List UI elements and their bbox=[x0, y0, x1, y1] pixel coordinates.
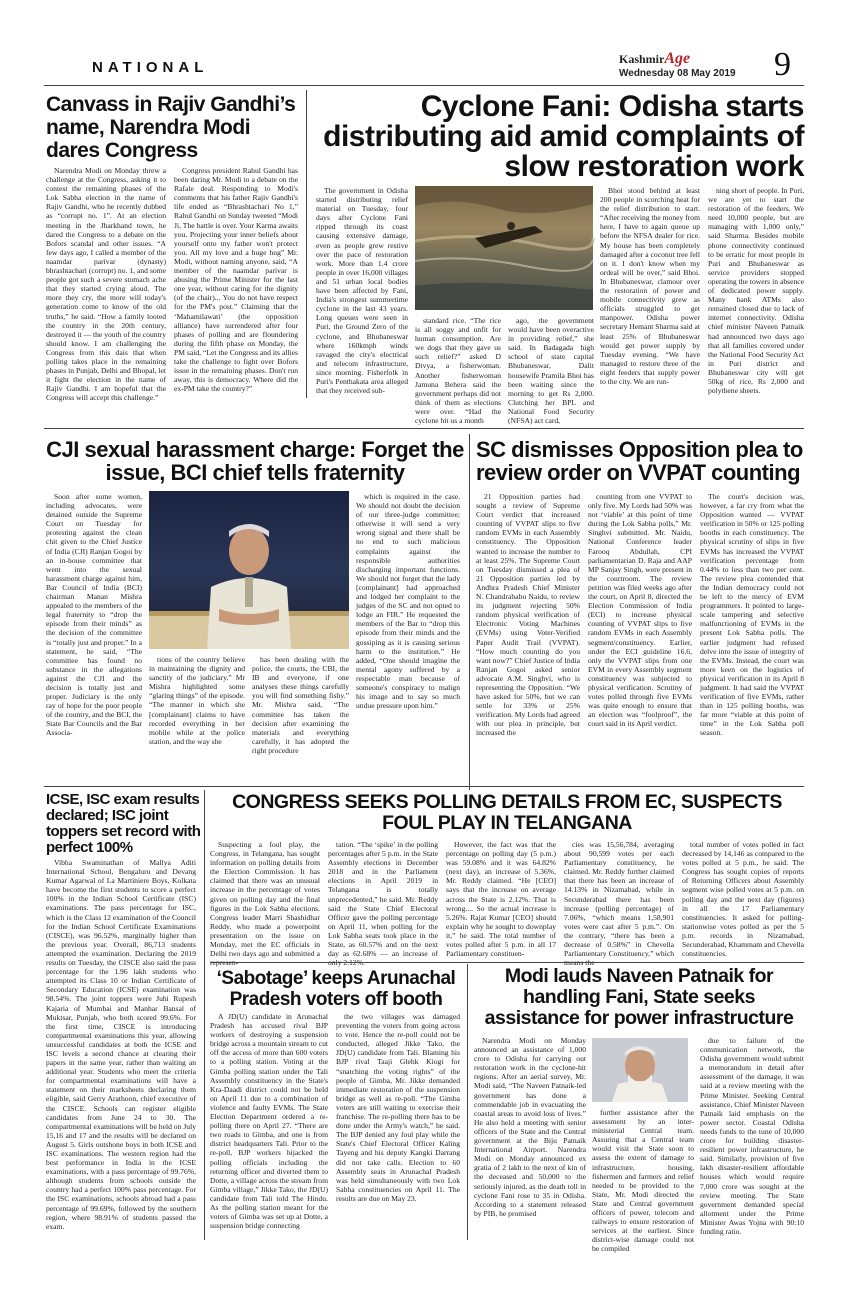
story-body-fani-col3 bbox=[508, 316, 594, 426]
issue-date: Wednesday 08 May 2019 bbox=[619, 68, 736, 79]
story-body-telangana-col3 bbox=[446, 840, 556, 960]
paragraph: Bhoi stood behind at least 200 people in scorching heat for the relief distribution to start. “After receiving the money from here, I have to again queue up before the NFSA dealer for rice. My house has been completely damaged after a coconut tree fell on it. I don't know when my ordeal will be over,” said Bhoi. In Bhubaneswar, clamour over the restoration of power and mobile connectivity grew as officials struggled to get manpower. Odisha power secretary Hemant Sharma said at least 25% of Bhubaneswar would get power supply by Tuesday evening. “We have managed to restore three of the eight feeders that supply power to the city. We are run- bbox=[600, 186, 700, 386]
section-rule bbox=[210, 962, 804, 963]
photo-art bbox=[592, 1038, 688, 1102]
paragraph: However, the fact was that the percentage on polling day (5 p.m.) was 59.08% and it was 64.82% (next day), an increase of 5.36%, Mr. Reddy claimed. “He [CEO] says that the increase on average across the State is 2.12%. That is wrong.... So the actual increase is 5.26%. Rajat Kumar [CEO] should explain why he sought to downplay it,” he said. The total number of votes polled after 5 p.m. in all 17 Parliamentary constituen- bbox=[446, 840, 556, 959]
story-headline-modi-patnaik: Modi lauds Naveen Patnaik for handling Fani, State seeks assistance for power infrastructure bbox=[484, 965, 794, 1029]
paragraph: standard rice. “The rice is all soggy and unfit for human consumption. Are we dogs that they gave us such relief?” asked D Divya, a fisherwoman. Another fisherwoman Jamuna Behera said the government perhaps did not think of them as elections were over. “Had the cyclone hit us a month bbox=[415, 316, 501, 426]
story-body-modi-col1 bbox=[474, 1036, 586, 1240]
paragraph: Soon after some women, including advocates, were detained outside the Supreme Court on Tuesday for protesting against the clean chit given to the Chief Justice of India (CJI) Ranjan Gogoi by an in-house committee that went into the sexual harassment charge against him, Bar Council of India (BCI) chairman Manan Mishra appealed to the members of the legal fraternity to “drop the episode from their minds” as the decision of the committee is “totally just and proper.” In a statement, he said, “The committee has found no substance in the allegations against the CJI and the decision is totally just and proper. Judiciary is the only ray of hope for the poor people of the country, and the BCI, the State Bar Councils and the Bar Associa- bbox=[46, 492, 142, 738]
story-body-modi-col2 bbox=[592, 1108, 694, 1254]
story-body-vvpat-col1 bbox=[476, 492, 580, 790]
paragraph: tation. “The ‘spike’ in the polling percentages after 5 p.m. in the State Assembly elections in December 2018 and in the Parliament elections in April 2019 in Telangana is totally unprecedented,” he said. Mr. Reddy said the State Chief Electoral Officer gave the polling percentage on April 11, when polling for the Lok Sabha seats took place in the State, as 60.57% and on the next day as 62.68% — an increase of bbox=[328, 840, 438, 959]
story-headline-rajiv: Canvass in Rajiv Gandhi’s name, Narendra Modi dares Congress bbox=[46, 93, 296, 162]
story-headline-cji: CJI sexual harassment charge: Forget the issue, BCI chief tells fraternity bbox=[46, 437, 464, 485]
column-divider bbox=[467, 964, 468, 1240]
paragraph: due to failure of the communication network, the Odisha government would submit a memorandum in detail after assessment of the damage, it was said at a review meeting with the Prime Minister. Seeking Central assistance, Chief Minister Naveen Patnaik laid emphasis on the power sector. Coastal Odisha needs funds to the tune of 10,000 crore for building disaster-resilient power infrastructure, he said. Similarly, provision of five lakh disaster-resilient affordable houses which would require 7,000 crore was sought at the review meeting. The State government demanded special allotment under the Prime Minister Awas Yojna with 90:10 funding ratio. bbox=[700, 1036, 804, 1236]
paragraph: Narendra Modi on Monday announced an assistance of 1,000 crore to Odisha for carrying out restoration work in the cyclone-hit regions. After an aerial survey, Mr. Modi said, “The Naveen Patnaik-led government has done a commendable job in evacuating the coastal areas to avoid loss of lives.” He also held a meeting with senior officers of the State and the Central government at the Biju Patnaik International Airport. Narendra Modi on Monday announced ex gratia of 2 lakh to the next of kin of the deceased and 50,000 to the seriously injured, as the death toll in cyclone Fani rose to 35 in Odisha. According to a statement released by PIB, he promised bbox=[474, 1036, 586, 1218]
paragraph: ning short of people. In Puri, we are yet to start the restoration of the feeders. We need 10,000 people, but are managing with 1,000 only,” said Sharma. Besides mobile phone connectivity continued to be erratic for most people in Puri and Bhubaneswar as service providers stopped operating the towers in absence of dedicated power supply. Many bank ATMs also remained closed due to lack of internet connectivity. Odisha chief minister Naveen Patnaik had announced two days ago that all families covered under the National Food Security Act in Puri district and Bhubaneswar city will get 50kg of rice, Rs 2,000 and polythene sheets. bbox=[708, 186, 804, 396]
story-body-rajiv-col1 bbox=[46, 166, 166, 403]
brand-suffix: Age bbox=[664, 50, 691, 67]
story-body-cji-col2 bbox=[149, 655, 245, 790]
paragraph: tions of the country believe in maintaining the dignity and sanctity of the judiciary.” Mr Mishra highlighted some “glaring things” of the episode. “The manner in which she [complainant] claims to have recorded everything in her mobile while at the police station, and the way she bbox=[149, 655, 245, 746]
paragraph: ago, the government would have been overactive in providing relief,” she said. In Badagada high school of state capital Bhubaneswar, Dalit housewife Pramila Bhoi has been waiting since the morning to get Rs 2,000. Clutching her BPL and National Food Security (NFSA) act card, bbox=[508, 316, 594, 426]
story-body-cji-col3 bbox=[252, 655, 349, 790]
paragraph: cies was 15,56,784, averaging about 90,599 votes per each Parliamentary constituency, he claimed. Mr. Reddy further claimed that there has been an increase of 14.13% in Nizamabad, while in Secunderabad there has been increase (polling percentage) of 7.06%, “which means 1,58,901 votes were cast after 5 p.m.”. On the contrary, “there has been a decrease of 0.58%” in Chevella Parliamentary Constituency,” which bbox=[564, 840, 674, 959]
masthead-logo bbox=[619, 50, 690, 68]
story-body-icse bbox=[46, 858, 196, 1238]
photo-art bbox=[149, 491, 349, 649]
ranjan-gogoi-photo bbox=[149, 491, 349, 649]
story-body-vvpat-col3 bbox=[700, 492, 804, 790]
paragraph: which is required in the case. We should not doubt the decision of our three-judge committee; otherwise it will send a very wrong signal and there shall be no end to such malicious complaints against the responsible authorities discharging important functions. We should not forget that the lady [complainant] had approached and lodged her complaint to the judges of the SC and not opted to lodge an FIR.” He requested the members of the Bar to “drop this episode from their minds and the gossiping as it is causing serious harm to the institution.” He added, “One should imagine the mental agony suffered by a respectable man because of someone's conspiracy to malign his image and to say so much undue pressure upon him.” bbox=[356, 492, 460, 711]
cyclone-boat-photo bbox=[415, 186, 593, 310]
page-number: 9 bbox=[774, 46, 791, 83]
paragraph: 21 Opposition parties had sought a review of Supreme Court verdict that increased counting of VVPAT slips to five random EVMs in each Assembly constituency. The Opposition wanted to increase the number to at least 25%. The Supreme Court on Tuesday dismissed a plea of 21 Opposition parties led by Andhra Pradesh Chief Minister N. Chandrababu Naidu, to review its judgment rejecting 50% random physical verification of Electronic Voting Machines (EVMs) using Voter-Verified Paper Audit Trail (VVPAT). “How much counting do you want now?” Chief Justice of India Ranjan Gogoi asked senior advocate A.M. Singhvi, who is representing the Opposition. “We have asked for 50%, but we can settle for 33% or 25% verification. My Lords had agreed with our plea in principle, but increased the bbox=[476, 492, 580, 738]
brand-prefix: Kashmir bbox=[619, 52, 665, 66]
section-rule bbox=[44, 428, 804, 429]
story-body-vvpat-col2 bbox=[588, 492, 692, 790]
story-body-arunachal-col1 bbox=[210, 1012, 328, 1240]
story-body-telangana-col5 bbox=[682, 840, 804, 960]
story-body-cji-col1 bbox=[46, 492, 142, 790]
paragraph: counting from one VVPAT to only five. My Lords had 50% was not ‘viable’ at this point of time during the Lok Sabha polls,” Mr. Singhvi submitted. Mr. Naidu, National Conference leader Farooq Abdullah, CPI parliamentarian D. Raja and AAP MP Sanjay Singh, were present in the courtroom. The review petition was filed weeks ago after the court, on April 8, directed the Election Commission of India (ECI) to increase physical counting of VVPAT slips to five random EVMs in each Assembly segment/constituency. Earlier, under the ECI guideline 16.6, only the VVPAT slips from one EVM in every Assembly segment constituency was subjected to physical verification. Scrutiny of votes polled through five EVMs was quite enough to ensure that an election was “foolproof”, the court said in its April verdict. bbox=[588, 492, 692, 729]
paragraph: Narendra Modi on Monday threw a challenge at the Congress, asking it to contest the remaining phases of the Lok Sabha election in the name of Rajiv Gandhi, who he recently dubbed as “corrupt no. 1”. At an election meeting in the Jharkhand town, he dared the Congress to a debate on the Bofors scandal and other issues. “A few days ago, I called a member of the naamdar parivar (dynasty) bhrashtachari (corrupt) no. 1, and some people got such a severe stomach ache that they started crying aloud. The more they cry, the more will today's generation come to know of the old truths,” he said. “How a family looted the country in the 20th century, destroyed it — the youth of the country should know. I am challenging the Congress from this dais that when polling takes place in the remaining phases in Punjab, Delhi and Bhopal, let it fight the election in the name of Rajiv Gandhi. I am hopeful that the Congress will accept this challenge.” bbox=[46, 166, 166, 403]
story-body-arunachal-col2 bbox=[336, 1012, 460, 1240]
paragraph: total number of votes polled in fact decreased by 14,146 as compared to the votes polled at 5 p.m., he said. The Congress has sought copies of reports of Returning Officers about Assembly segment wise polled votes at 5 p.m. on polling day and the next day (figures) in all the 17 Parliamentary constituencies. It asked for polling-stationwise votes polled as per the 5 p.m. records in Nizamabad, Secunderabad, Khammam and Chevella constituencies. bbox=[682, 840, 804, 959]
story-body-modi-col3 bbox=[700, 1036, 804, 1240]
story-body-telangana-col4 bbox=[564, 840, 674, 960]
story-body-telangana-col2 bbox=[328, 840, 438, 960]
column-divider bbox=[306, 90, 307, 398]
story-headline-telangana: CONGRESS SEEKS POLLING DETAILS FROM EC, SUSPECTS FOUL PLAY IN TELANGANA bbox=[232, 791, 782, 834]
paragraph: The court's decision was, however, a far cry from what the Opposition wanted — VVPAT verification in 50% or 125 polling booths in each constituency. The physical scrutiny of slips in five EVMs has increased the VVPAT verification percentage from 0.44% to less than two per cent. The review plea contended that the Indian democracy could not be left to the mercy of EVM programmers. It pointed to large-scale tampering and selective malfunctioning of EVMs in the present Lok Sabha polls. The earlier judgment had refused delve into the issue of integrity of the EVMs. Instead, the court was more keen on the logistics of physical verification in its April 8 judgment. It had said the VVPAT verification of five EVMs, rather than in 125 polling booths, was far more “viable at this point of time” in the Lok Sabha poll season. bbox=[700, 492, 804, 738]
paragraph: has been dealing with the police, the courts, the CBI, the IB and everyone, if one analyses these things carefully you will find something fishy.” Mr. Mishra said, “The committee has taken the decision after examining the materials and everything carefully, it has adopted the right procedure bbox=[252, 655, 349, 755]
paragraph: The government in Odisha started distributing relief material on Tuesday, four days after Cyclone Fani ripped through its coast causing extensive damage, even as people grew restive over the pace of restoration work. More than 1.4 crore people in over 16,000 villages and 51 urban local bodies have been affected by Fani, India's strongest summertime cyclone in the last 43 years. Long queues were seen in Puri, the Ground Zero of the cyclone, and Bhubaneswar where 160kmph winds ravaged the city's electrical and telecom infrastructure, since morning. Fisherfolk in Puri's Penthakata area alleged that they received sub- bbox=[316, 186, 408, 396]
story-body-telangana-col1 bbox=[210, 840, 320, 960]
column-divider bbox=[204, 790, 205, 1240]
paragraph: Suspecting a foul play, the Congress, in Telangana, has sought information on polling details from the Election Commission. It has claimed that there was an unusual increase in the percentage of votes given on polling day and the final figures in the Lok Sabha elections. Congress leader Marri Shashidhar Reddy, who made a powerpoint presentation on the issue on Monday, met the EC officials in Delhi two days ago and submitted a bbox=[210, 840, 320, 959]
modi-photo bbox=[592, 1038, 688, 1102]
story-headline-arunachal: ‘Sabotage’ keeps Arunachal Pradesh voters off booth bbox=[216, 968, 456, 1010]
story-body-fani-col5 bbox=[708, 186, 804, 394]
column-divider bbox=[469, 434, 470, 790]
paragraph: A JD(U) candidate in Arunachal Pradesh has accused rival BJP workers of destroying a suspension bridge across a mountain stream to cut off the access of more than 600 voters to a polling station. Voting at the Gimba polling station under the Tali Assembly constituency in the State's Kra-Daadi district could not be held on April 11 due to a combination of violence and faulty EVMs. The State Election Department ordered a re-polling there on April 27. “There are two roads to Gimba, and one is from district headquarters Tali. Prior to the re-poll, BJP workers hijacked the polling officials including the returning officer and diverted them to Dotte, a village across the stream from Gimba village,” Jikke Tako, the JD(U) candidate from Tali told The Hindu. As the polling station meant for the voters of Gimba was set up at Dotte, a suspension bridge connecting bbox=[210, 1012, 328, 1231]
header-rule bbox=[44, 85, 804, 86]
paragraph: Congress president Rahul Gandhi has been daring Mr. Modi to a debate on the Rafale deal. Responding to Modi's comments that his father Rajiv Gandhi's life ended as “Bhrashtachari No 1,” Rahul Gandhi on Sunday tweeted “Modi Ji, The battle is over. Your Karma awaits you. Projecting your inner beliefs about yourself onto my father won't protect you. All my love and a huge hug” Mr. Modi, without naming anyone, said, “A member of the naamdar parivar is abusing the Prime Minister for the last one year, without caring for the dignity (of the chair)... You do not have respect for the PM's post.” Claiming that the ‘Mahamilawati’ (the opposition alliance) have surrendered after four phases of polling and are floundering during the fifth phase on Monday, the PM said, “Let the Congress and its allies take the challenge to fight over Bofors issue in the remaining phases. Don't run away, this is democracy. Where did the ex-PM take the country?” bbox=[174, 166, 298, 394]
story-headline-icse: ICSE, ISC exam results declared; ISC joint toppers set record with perfect 100% bbox=[46, 791, 201, 856]
paragraph: the two villages was damaged preventing the voters from going across to vote. Hence the re-poll could not be conducted, alleged Jikke Tako, the JD(U) candidate from Tali. Blaming his BJP rival Taaji Glehk Kiogi for “snatching the voting rights” of the people of Gimba, Mr. Jikke demanded immediate restoration of the suspension bridge as well as re-poll. “The Gimba voters are still waiting to exercise their franchise. The re-polling there has to be done under the Army's watch,” he said. The BJP denied any foul play while the State's Chief Electoral Officer Kaling Tayeng and his deputy Kangki Darrang did not take calls. Election to 60 Assembly seats in Arunachal Pradesh was held simultaneously with two Lok Sabha constituencies on April 11. The results are due on May 23. bbox=[336, 1012, 460, 1203]
story-body-cji-col4 bbox=[356, 492, 460, 790]
story-body-fani-col2 bbox=[415, 316, 501, 426]
photo-art bbox=[415, 186, 593, 310]
story-body-rajiv-col2 bbox=[174, 166, 298, 394]
story-headline-vvpat: SC dismisses Opposition plea to review order on VVPAT counting bbox=[476, 437, 803, 485]
section-title: NATIONAL bbox=[92, 59, 209, 76]
paragraph: Vibha Swaminathan of Mallya Aditi International School, Bengaluru and Devang Kumar Agarwal of La Martiniere Boys, Kolkata have become the first students to score a perfect 100% in the Indian School Certificate (ISC) examinations. The pass percentage for ISC, which is the Class 12 examination of the Council for the Indian School Certificate Examinations (CISCE), was 96.52%, marginally higher than the previous year. Overall, 86,713 students attempted the examination. Declaring the 2019 results on Tuesday, the CISCE also said the pass percentage for the 1.96 lakh students who attempted its Class 10 or Indian Certificate of Secondary Education (ICSE) examination was 98.54%. The joint toppers were Juhi Rupesh Kajaria of Mumbai and Manhar Bansal of Muktsar, Punjab, who both scored 99.6%. For the first time, CISCE is introducing compartmental examinations this year, allowing unsuccessful candidates at both the ICSE and ISC levels a second chance at clearing their papers in the same year, rather than waiting an additional year. Students who meet the criteria for compartmental examinations will have a statement on their marksheets declaring them eligible, said Gerry Arathoon, chief executive of the CISCE. Schools can register eligible candidates from June 24 to 30. The compartmental examinations will be held on July 15,16 and 17 and the results will be declared on August 5. Girls outshone boys in both ICSE and ISC examinations. The western region had the best performance in India in the ICSE examinations, with a pass percentage of 99.76%, although students from schools outside the country had a perfect 100% pass percentage. For the ISC examinations, schools abroad had a pass percentage of 99.69%, followed by the southern region, where 98.91% of students passed the exam. bbox=[46, 858, 196, 1231]
story-body-fani-col4 bbox=[600, 186, 700, 394]
story-headline-fani: Cyclone Fani: Odisha starts distributing aid amid complaints of slow restoration work bbox=[323, 90, 804, 183]
paragraph: further assistance after the assessment by an inter-ministerial Central team. Assuring that a Central team would visit the State soon to assess the extent of damage to infrastructure, housing, fishermen and farmers and relief needed to be provided to the State, Mr. Modi directed the State and Central government officers of power, telecom and railways to ensure restoration of services at the earliest. Since district-wise damage could not be compiled bbox=[592, 1108, 694, 1254]
story-body-fani-col1 bbox=[316, 186, 408, 394]
section-rule bbox=[44, 786, 804, 787]
